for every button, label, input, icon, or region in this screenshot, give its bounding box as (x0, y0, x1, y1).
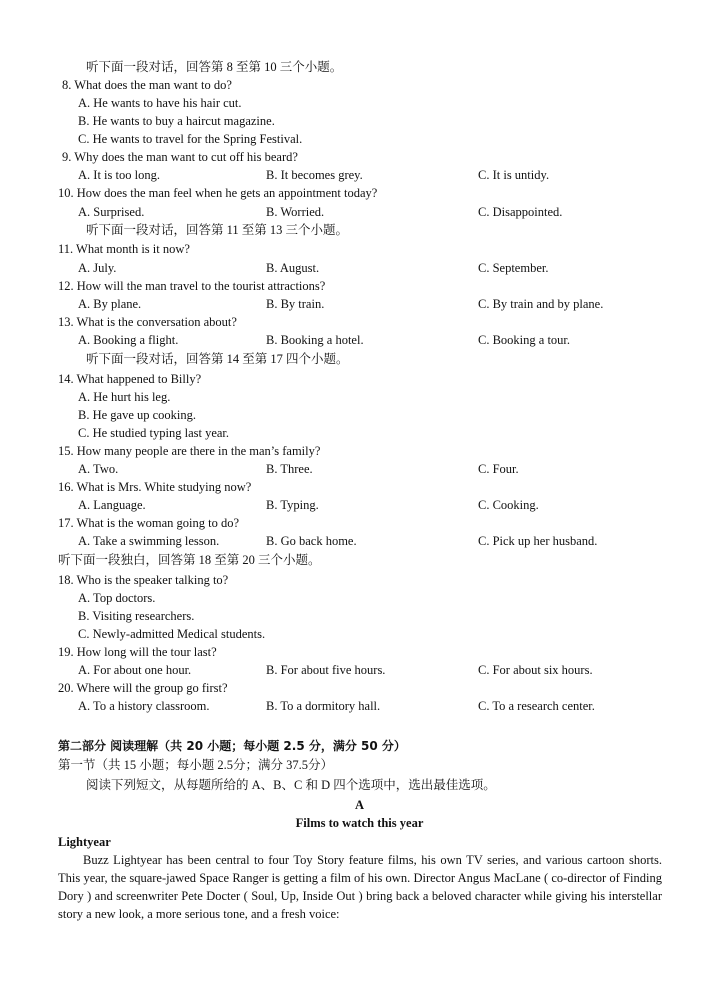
question-14-option-c: C. He studied typing last year. (78, 426, 230, 440)
question-15-option-c: C. Four. (478, 462, 519, 476)
question-8-option-a: A. He wants to have his hair cut. (78, 96, 242, 110)
question-11: 11. What month is it now? (58, 242, 190, 256)
question-19: 19. How long will the tour last? (58, 645, 217, 659)
question-8-option-c: C. He wants to travel for the Spring Festival. (78, 132, 303, 146)
question-16-option-c: C. Cooking. (478, 498, 539, 512)
question-15-option-b: B. Three. (266, 462, 313, 476)
question-10-option-c: C. Disappointed. (478, 205, 563, 219)
question-8: 8. What does the man want to do? (62, 78, 232, 92)
question-13-option-c: C. Booking a tour. (478, 333, 571, 347)
question-11-option-c: C. September. (478, 261, 549, 275)
question-18-option-b: B. Visiting researchers. (78, 609, 195, 623)
question-12-option-a: A. By plane. (78, 297, 142, 311)
reading-instruction: 阅读下列短文，从每题所给的 A、B、C 和 D 四个选项中，选出最佳选项。 (86, 778, 496, 792)
question-19-option-b: B. For about five hours. (266, 663, 386, 677)
question-11-option-a: A. July. (78, 261, 117, 275)
question-12-option-b: B. By train. (266, 297, 325, 311)
question-17: 17. What is the woman going to do? (58, 516, 239, 530)
question-17-option-b: B. Go back home. (266, 534, 357, 548)
question-10-option-a: A. Surprised. (78, 205, 145, 219)
question-11-option-b: B. August. (266, 261, 320, 275)
dialog1-intro: 听下面一段对话，回答第 8 至第 10 三个小题。 (86, 60, 343, 74)
question-19-option-a: A. For about one hour. (78, 663, 192, 677)
question-10-option-b: B. Worried. (266, 205, 325, 219)
dialog3-intro: 听下面一段对话，回答第 14 至第 17 四个小题。 (86, 352, 349, 366)
part-two-title: 第二部分 阅读理解（共 20 小题；每小题 2.5 分，满分 50 分） (58, 739, 406, 753)
question-12-option-c: C. By train and by plane. (478, 297, 604, 311)
question-16-option-a: A. Language. (78, 498, 146, 512)
dialog2-intro: 听下面一段对话，回答第 11 至第 13 三个小题。 (86, 223, 349, 237)
question-17-option-a: A. Take a swimming lesson. (78, 534, 220, 548)
question-13: 13. What is the conversation about? (58, 315, 237, 329)
question-16: 16. What is Mrs. White studying now? (58, 480, 252, 494)
question-14-option-b: B. He gave up cooking. (78, 408, 197, 422)
question-20-option-b: B. To a dormitory hall. (266, 699, 381, 713)
film-paragraph: Buzz Lightyear has been central to four Toy Story feature films, his own TV series, and various cartoon shorts. This year, the square-jawed Space Ranger is getting a film of his own. Director Angus MacLane ( co-director of Finding Dory ) and screenwriter Pete Docter ( Soul, Up, Inside Out ) bring back a beloved character while giving his interstellar story a new look, a more serious tone, and a fresh voice: (58, 853, 662, 921)
question-18: 18. Who is the speaker talking to? (58, 573, 229, 587)
question-20-option-c: C. To a research center. (478, 699, 595, 713)
question-10: 10. How does the man feel when he gets an appointment today? (58, 186, 378, 200)
question-18-option-c: C. Newly-admitted Medical students. (78, 627, 266, 641)
passage-title: Films to watch this year (295, 816, 424, 830)
question-13-option-a: A. Booking a flight. (78, 333, 179, 347)
question-13-option-b: B. Booking a hotel. (266, 333, 364, 347)
question-14-option-a: A. He hurt his leg. (78, 390, 171, 404)
monologue-intro: 听下面一段独白，回答第 18 至第 20 三个小题。 (58, 553, 321, 567)
question-9-option-c: C. It is untidy. (478, 168, 550, 182)
question-12: 12. How will the man travel to the tourist attractions? (58, 279, 326, 293)
passage-letter: A (354, 798, 365, 812)
question-9: 9. Why does the man want to cut off his beard? (62, 150, 298, 164)
question-16-option-b: B. Typing. (266, 498, 319, 512)
question-18-option-a: A. Top doctors. (78, 591, 156, 605)
film-subtitle: Lightyear (58, 835, 111, 849)
question-20-option-a: A. To a history classroom. (78, 699, 210, 713)
question-9-option-b: B. It becomes grey. (266, 168, 363, 182)
section-one-title: 第一节（共 15 小题；每小题 2.5分；满分 37.5分） (58, 758, 334, 772)
question-15: 15. How many people are there in the man’s family? (58, 444, 321, 458)
question-19-option-c: C. For about six hours. (478, 663, 593, 677)
question-8-option-b: B. He wants to buy a haircut magazine. (78, 114, 275, 128)
question-17-option-c: C. Pick up her husband. (478, 534, 598, 548)
question-15-option-a: A. Two. (78, 462, 119, 476)
question-14: 14. What happened to Billy? (58, 372, 202, 386)
question-20: 20. Where will the group go first? (58, 681, 228, 695)
question-9-option-a: A. It is too long. (78, 168, 160, 182)
